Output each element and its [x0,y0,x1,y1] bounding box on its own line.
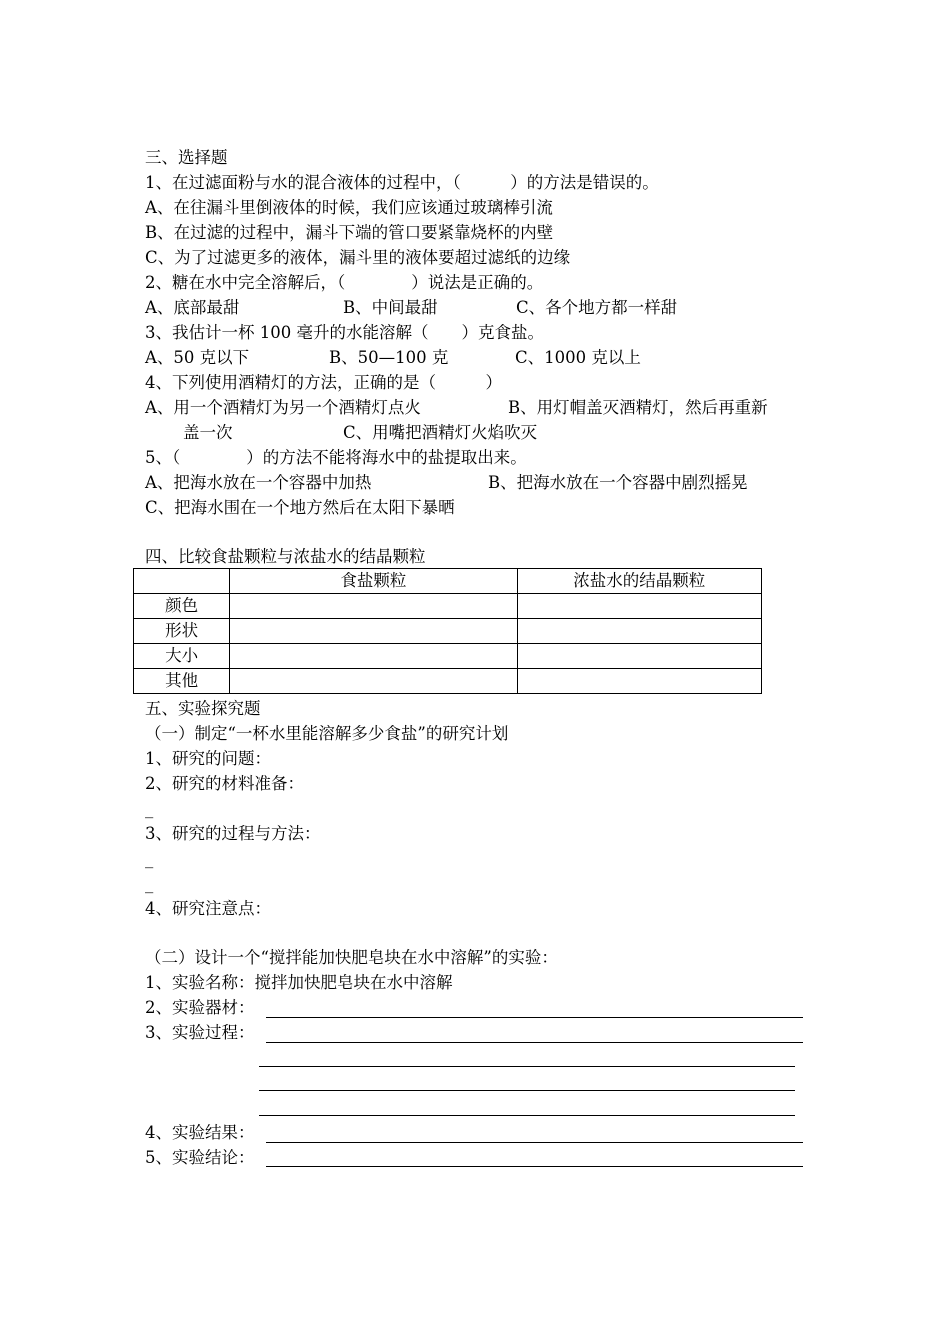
cell-crystal-shape[interactable] [517,619,761,644]
part2-item-name: 1、实验名称：搅拌加快肥皂块在水中溶解 [145,973,453,992]
cell-salt-other[interactable] [230,669,517,694]
row-label-other: 其他 [134,669,230,694]
section4-title: 四、比较食盐颗粒与浓盐水的结晶颗粒 [145,547,426,566]
cell-salt-size[interactable] [230,644,517,669]
section5-title: 五、实验探究题 [145,699,261,718]
cell-crystal-color[interactable] [517,594,761,619]
table-row [134,619,762,644]
question-1-option-a: A、在往漏斗里倒液体的时候，我们应该通过玻璃棒引流 [145,198,553,217]
question-2-option-a: A、底部最甜 [145,298,240,317]
answer-line-result[interactable] [266,1142,803,1143]
cell-crystal-other[interactable] [517,669,761,694]
answer-line-process[interactable] [259,1090,795,1091]
cell-salt-shape[interactable] [230,619,517,644]
question-5-option-b: B、把海水放在一个容器中剧烈摇晃 [488,473,748,492]
cell-crystal-size[interactable] [517,644,761,669]
question-4-option-c: C、用嘴把酒精灯火焰吹灭 [343,423,538,442]
answer-line-process[interactable] [259,1066,795,1067]
part1-blank-line[interactable]: _ [145,849,154,868]
question-2: 2、糖在水中完全溶解后，（ ）说法是正确的。 [145,273,544,292]
row-label-color: 颜色 [134,594,230,619]
table-row [134,644,762,669]
question-2-option-c: C、各个地方都一样甜 [516,298,678,317]
row-label-shape: 形状 [134,619,230,644]
question-1-option-c: C、为了过滤更多的液体，漏斗里的液体要超过滤纸的边缘 [145,248,571,267]
question-3-option-a: A、50 克以下 [145,348,250,367]
answer-line-equipment[interactable] [266,1017,803,1018]
question-4-option-b-continued: 盖一次 [183,423,233,442]
question-3-option-c: C、1000 克以上 [515,348,641,367]
question-4-option-a: A、用一个酒精灯为另一个酒精灯点火 [145,398,421,417]
cell-salt-color[interactable] [230,594,517,619]
question-5-option-a: A、把海水放在一个容器中加热 [145,473,372,492]
part1-blank-line[interactable]: _ [145,799,154,818]
answer-line-process[interactable] [266,1042,803,1043]
part1-item-notes: 4、研究注意点： [145,899,271,918]
part1-item-question: 1、研究的问题： [145,749,271,768]
part2-item-conclusion: 5、实验结论： [145,1148,255,1167]
question-4: 4、下列使用酒精灯的方法，正确的是（ ） [145,373,502,392]
question-3: 3、我估计一杯 100 毫升的水能溶解（ ）克食盐。 [145,323,544,342]
question-5-option-c: C、把海水围在一个地方然后在太阳下暴晒 [145,498,455,517]
comparison-table [133,568,762,694]
part2-title: （二）设计一个“搅拌能加快肥皂块在水中溶解”的实验： [145,948,558,967]
table-row [134,669,762,694]
question-1-option-b: B、在过滤的过程中，漏斗下端的管口要紧靠烧杯的内壁 [145,223,554,242]
part1-item-materials: 2、研究的材料准备： [145,774,304,793]
table-header-row [134,569,762,594]
question-5: 5、（ ）的方法不能将海水中的盐提取出来。 [145,448,527,467]
table-header-empty [134,569,230,594]
table-header-salt: 食盐颗粒 [230,569,517,594]
section3-title: 三、选择题 [145,148,228,167]
question-1: 1、在过滤面粉与水的混合液体的过程中，（ ）的方法是错误的。 [145,173,659,192]
part2-item-result: 4、实验结果： [145,1123,255,1142]
table-header-crystal: 浓盐水的结晶颗粒 [517,569,761,594]
question-2-option-b: B、中间最甜 [343,298,438,317]
table-row [134,594,762,619]
part2-item-process: 3、实验过程： [145,1023,255,1042]
part2-item-equipment: 2、实验器材： [145,998,255,1017]
question-3-option-b: B、50—100 克 [329,348,449,367]
question-4-option-b: B、用灯帽盖灭酒精灯，然后再重新 [508,398,768,417]
row-label-size: 大小 [134,644,230,669]
part1-item-process: 3、研究的过程与方法： [145,824,321,843]
answer-line-conclusion[interactable] [266,1166,803,1167]
part1-title: （一）制定“一杯水里能溶解多少食盐”的研究计划 [145,724,509,743]
answer-line-process[interactable] [259,1115,795,1116]
part1-blank-line[interactable]: _ [145,874,154,893]
